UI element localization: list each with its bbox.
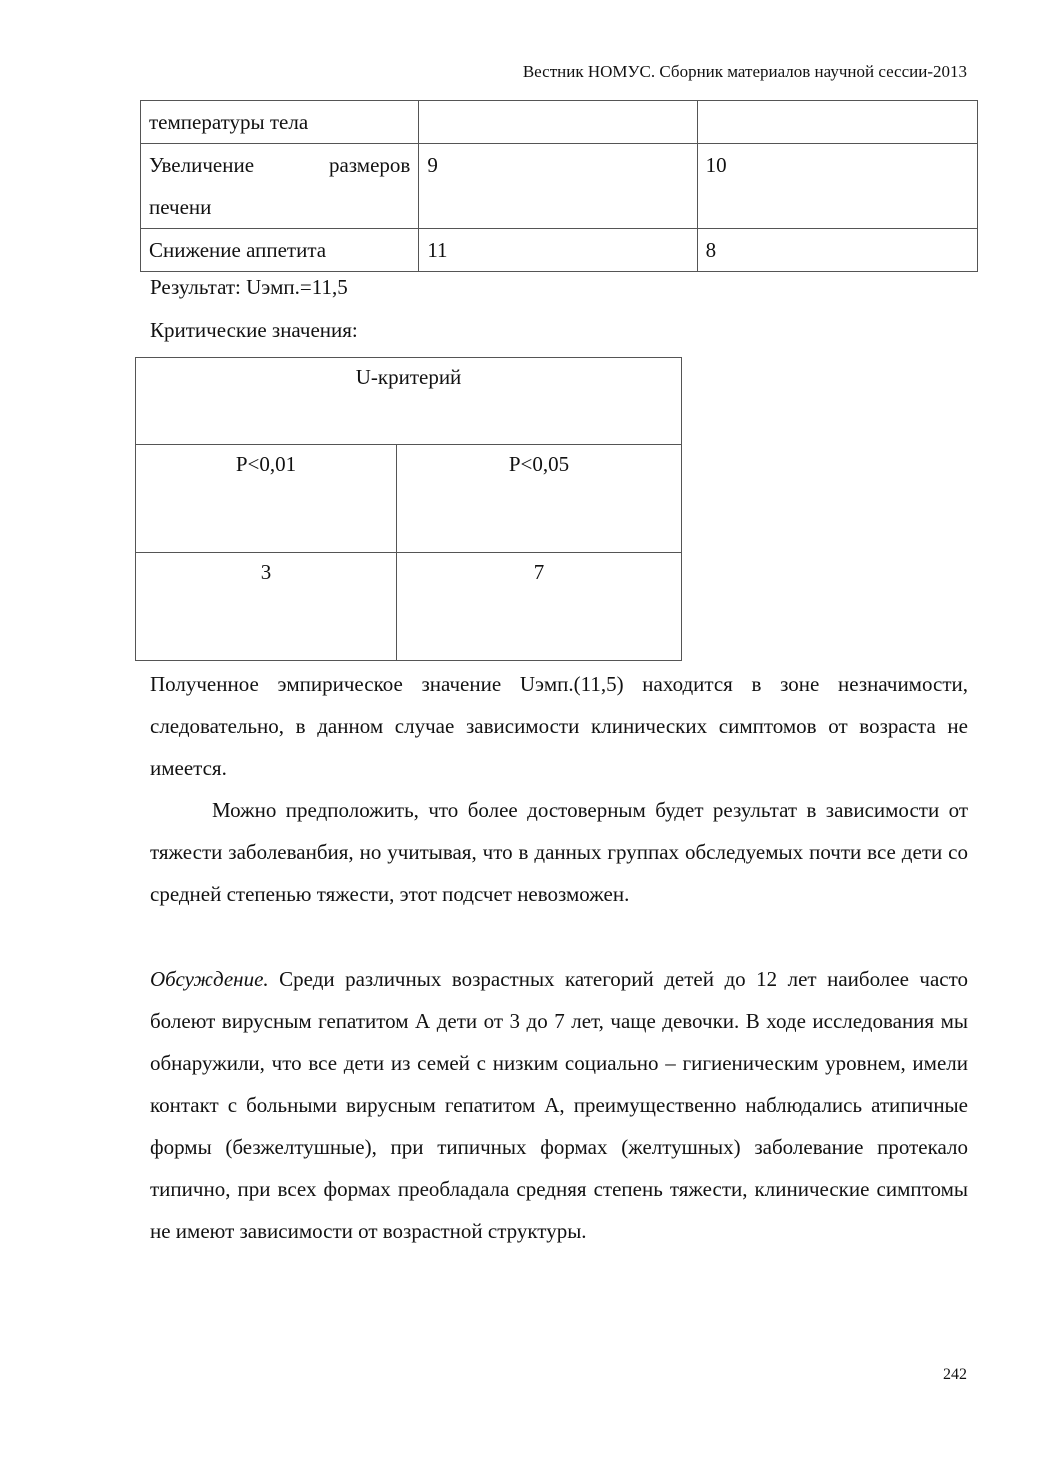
value-cell: 9 bbox=[419, 144, 697, 229]
symptom-line: Увеличение размеров bbox=[149, 153, 411, 177]
paragraph bbox=[150, 958, 968, 1252]
running-header: Вестник НОМУС. Сборник материалов научной сессии-2013 bbox=[522, 62, 967, 81]
value-cell: 7 bbox=[397, 553, 682, 661]
paragraph-lead: Обсуждение. bbox=[150, 967, 269, 991]
table-row bbox=[136, 445, 682, 553]
column-header: P<0,01 bbox=[136, 445, 397, 553]
critical-values-table bbox=[135, 357, 682, 661]
page-number: 242 bbox=[943, 1366, 967, 1383]
symptom-cell: Снижение аппетита bbox=[141, 229, 419, 272]
value-cell bbox=[697, 101, 977, 144]
paragraph: Полученное эмпирическое значение Uэмп.(11,5) находится в зоне незначимости, следовательно, в данном случае зависимости клинических симптомов от возраста не имеется. bbox=[150, 672, 968, 780]
table-row bbox=[136, 553, 682, 661]
column-header: P<0,05 bbox=[397, 445, 682, 553]
result-line: Результат: Uэмп.=11,5 bbox=[150, 275, 348, 299]
paragraph-body: Среди различных возрастных категорий детей до 12 лет наиболее часто болеют вирусным гепатитом А дети от 3 до 7 лет, чаще девочки. В ходе исследования мы обнаружили, что все дети из семей с низким социально – гигиеническим уровнем, имели контакт с больными вирусным гепатитом А, преимущественно наблюдались атипичные формы (безжелтушные), при типичных формах (желтушных) заболевание протекало типично, при всех формах преобладала средняя степень тяжести, клинические симптомы не имеют зависимости от возрастной структуры. bbox=[150, 967, 968, 1243]
value-cell bbox=[419, 101, 697, 144]
table-row bbox=[141, 101, 978, 144]
value-cell: 10 bbox=[697, 144, 977, 229]
symptom-cell: температуры тела bbox=[141, 101, 419, 144]
value-cell: 8 bbox=[697, 229, 977, 272]
table-row bbox=[141, 144, 978, 229]
symptoms-table bbox=[140, 100, 978, 272]
value-cell: 3 bbox=[136, 553, 397, 661]
critical-label: Критические значения: bbox=[150, 318, 358, 342]
table-row bbox=[136, 358, 682, 445]
symptom-line: печени bbox=[149, 195, 212, 219]
paragraph: Можно предположить, что более достоверным будет результат в зависимости от тяжести заболеванбия, но учитывая, что в данных группах обследуемых почти все дети со средней степенью тяжести, этот подсчет невозможен. bbox=[150, 798, 968, 906]
symptom-cell bbox=[141, 144, 419, 229]
value-cell: 11 bbox=[419, 229, 697, 272]
table-title: U-критерий bbox=[136, 358, 682, 445]
